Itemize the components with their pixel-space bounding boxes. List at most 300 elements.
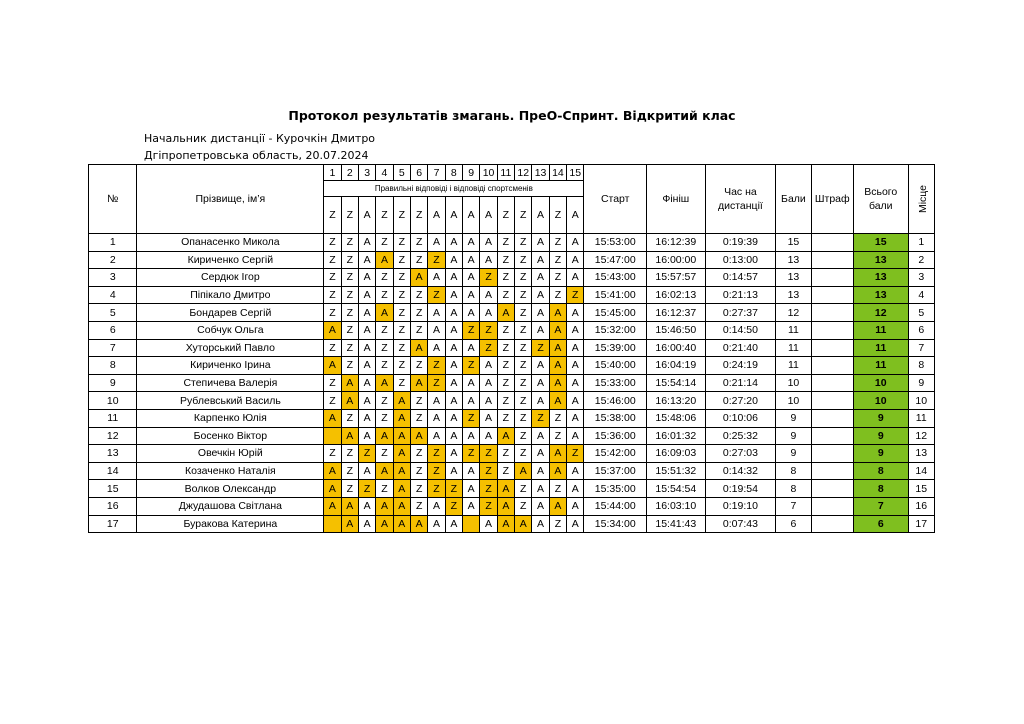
answer-cell: Z bbox=[376, 409, 393, 427]
answer-cell: A bbox=[445, 339, 462, 357]
answer-cell: A bbox=[567, 304, 584, 322]
place: 12 bbox=[908, 427, 935, 445]
answer-cell: A bbox=[532, 321, 549, 339]
points: 13 bbox=[776, 251, 811, 269]
total-header-line1: Всього bbox=[864, 186, 898, 198]
answer-cell: A bbox=[445, 234, 462, 252]
answer-cell: Z bbox=[341, 304, 358, 322]
answer-cell: Z bbox=[410, 286, 427, 304]
participant-name: Козаченко Наталія bbox=[137, 462, 324, 480]
points: 7 bbox=[776, 497, 811, 515]
answer-cell: A bbox=[480, 304, 497, 322]
answer-cell: A bbox=[445, 269, 462, 287]
answer-cell: A bbox=[358, 497, 375, 515]
start-time: 15:46:00 bbox=[584, 392, 647, 410]
participant-name: Рублевський Василь bbox=[137, 392, 324, 410]
answer-cell: A bbox=[428, 497, 445, 515]
answer-cell: A bbox=[480, 515, 497, 533]
answer-cell: A bbox=[463, 304, 480, 322]
place: 5 bbox=[908, 304, 935, 322]
place: 15 bbox=[908, 480, 935, 498]
answer-cell: Z bbox=[410, 462, 427, 480]
answer-cell: Z bbox=[549, 480, 566, 498]
answer-cell: Z bbox=[393, 357, 410, 375]
answer-cell: A bbox=[445, 357, 462, 375]
place: 1 bbox=[908, 234, 935, 252]
answer-cell: Z bbox=[549, 234, 566, 252]
answer-cell: A bbox=[445, 321, 462, 339]
answer-cell-wrong: A bbox=[393, 515, 410, 533]
correct-answer: A bbox=[480, 197, 497, 234]
answer-cell: A bbox=[532, 462, 549, 480]
finish-time: 15:41:43 bbox=[647, 515, 706, 533]
cp-number: 4 bbox=[376, 165, 393, 181]
penalty bbox=[811, 409, 853, 427]
answer-cell: A bbox=[532, 480, 549, 498]
answer-cell: Z bbox=[410, 234, 427, 252]
answer-cell: A bbox=[532, 304, 549, 322]
answer-cell-wrong: Z bbox=[445, 480, 462, 498]
correct-answer: A bbox=[358, 197, 375, 234]
answer-cell: A bbox=[463, 339, 480, 357]
penalty bbox=[811, 251, 853, 269]
answer-cell-wrong: Z bbox=[428, 357, 445, 375]
answer-cell-wrong: A bbox=[410, 427, 427, 445]
answer-cell: A bbox=[567, 251, 584, 269]
total-points: 11 bbox=[853, 339, 908, 357]
answer-cell-wrong: A bbox=[549, 374, 566, 392]
answer-cell: A bbox=[358, 321, 375, 339]
answer-cell: Z bbox=[341, 462, 358, 480]
answer-cell: A bbox=[480, 409, 497, 427]
answer-cell: A bbox=[463, 286, 480, 304]
answer-cell: Z bbox=[410, 321, 427, 339]
course-time: 0:14:32 bbox=[705, 462, 776, 480]
answer-cell: A bbox=[480, 374, 497, 392]
table-row bbox=[89, 269, 935, 287]
start-time: 15:41:00 bbox=[584, 286, 647, 304]
course-time: 0:27:37 bbox=[705, 304, 776, 322]
participant-name: Джудашова Світлана bbox=[137, 497, 324, 515]
answer-cell: Z bbox=[515, 269, 532, 287]
answer-cell-wrong: A bbox=[549, 445, 566, 463]
table-row bbox=[89, 374, 935, 392]
answer-cell: Z bbox=[324, 374, 341, 392]
answer-cell-wrong: Z bbox=[358, 480, 375, 498]
answer-cell-wrong: A bbox=[549, 357, 566, 375]
answer-cell: Z bbox=[341, 339, 358, 357]
answer-cell: A bbox=[463, 462, 480, 480]
answer-cell-wrong: Z bbox=[463, 409, 480, 427]
answer-cell: Z bbox=[549, 286, 566, 304]
place-and-date: Дгіпропетровська область, 20.07.2024 bbox=[144, 149, 369, 162]
answer-cell: Z bbox=[515, 427, 532, 445]
answer-cell: A bbox=[532, 497, 549, 515]
row-number: 5 bbox=[89, 304, 137, 322]
answer-cell: Z bbox=[376, 357, 393, 375]
row-number: 11 bbox=[89, 409, 137, 427]
answer-cell: A bbox=[428, 269, 445, 287]
cp-number: 9 bbox=[463, 165, 480, 181]
correct-answer: A bbox=[463, 197, 480, 234]
answer-cell: A bbox=[445, 251, 462, 269]
answer-cell: Z bbox=[497, 321, 514, 339]
answer-cell: Z bbox=[393, 286, 410, 304]
answer-cell: A bbox=[567, 374, 584, 392]
answer-cell-wrong: A bbox=[497, 427, 514, 445]
answer-cell: A bbox=[358, 515, 375, 533]
answer-cell: A bbox=[358, 462, 375, 480]
penalty bbox=[811, 427, 853, 445]
total-header-line2: бали bbox=[868, 200, 893, 212]
cp-number: 14 bbox=[549, 165, 566, 181]
finish-time: 15:51:32 bbox=[647, 462, 706, 480]
table-row bbox=[89, 409, 935, 427]
points: 10 bbox=[776, 392, 811, 410]
answer-cell: Z bbox=[324, 339, 341, 357]
answer-cell-wrong: Z bbox=[358, 445, 375, 463]
total-points: 8 bbox=[853, 480, 908, 498]
start-time: 15:39:00 bbox=[584, 339, 647, 357]
answer-cell: A bbox=[480, 251, 497, 269]
answer-cell: Z bbox=[410, 251, 427, 269]
penalty bbox=[811, 462, 853, 480]
answer-cell: Z bbox=[515, 286, 532, 304]
answer-cell: A bbox=[428, 234, 445, 252]
finish-time: 16:01:32 bbox=[647, 427, 706, 445]
points: 8 bbox=[776, 480, 811, 498]
answer-cell: Z bbox=[515, 445, 532, 463]
points: 6 bbox=[776, 515, 811, 533]
answer-cell: Z bbox=[515, 357, 532, 375]
answer-cell: A bbox=[532, 374, 549, 392]
place: 3 bbox=[908, 269, 935, 287]
answer-cell-wrong: A bbox=[393, 427, 410, 445]
points: 10 bbox=[776, 374, 811, 392]
place: 2 bbox=[908, 251, 935, 269]
answer-cell-wrong: Z bbox=[480, 497, 497, 515]
total-points: 9 bbox=[853, 409, 908, 427]
points: 8 bbox=[776, 462, 811, 480]
answer-cell: Z bbox=[515, 321, 532, 339]
col-header-finish: Фініш bbox=[647, 165, 706, 234]
table-row bbox=[89, 304, 935, 322]
answer-cell-wrong: Z bbox=[532, 339, 549, 357]
answer-cell: Z bbox=[393, 234, 410, 252]
total-points: 13 bbox=[853, 251, 908, 269]
penalty bbox=[811, 304, 853, 322]
place: 10 bbox=[908, 392, 935, 410]
col-header-start: Старт bbox=[584, 165, 647, 234]
answer-cell: A bbox=[567, 339, 584, 357]
answer-cell-wrong bbox=[463, 515, 480, 533]
participant-name: Піпікало Дмитро bbox=[137, 286, 324, 304]
participant-name: Степичева Валерія bbox=[137, 374, 324, 392]
start-time: 15:35:00 bbox=[584, 480, 647, 498]
participant-name: Овечкін Юрій bbox=[137, 445, 324, 463]
answer-cell: A bbox=[567, 515, 584, 533]
cp-number: 2 bbox=[341, 165, 358, 181]
answer-cell: A bbox=[445, 462, 462, 480]
answers-caption: Правильні відповіді і відповіді спортсменів bbox=[324, 181, 584, 197]
answer-cell-wrong: A bbox=[393, 480, 410, 498]
cp-number: 6 bbox=[410, 165, 427, 181]
points: 11 bbox=[776, 357, 811, 375]
answer-cell: A bbox=[428, 409, 445, 427]
course-time: 0:25:32 bbox=[705, 427, 776, 445]
answer-cell: A bbox=[463, 234, 480, 252]
finish-time: 16:00:40 bbox=[647, 339, 706, 357]
answer-cell: Z bbox=[410, 445, 427, 463]
answer-cell: Z bbox=[376, 286, 393, 304]
table-row bbox=[89, 339, 935, 357]
answer-cell: Z bbox=[393, 339, 410, 357]
answer-cell: A bbox=[480, 234, 497, 252]
answer-cell: Z bbox=[341, 286, 358, 304]
correct-answer: A bbox=[428, 197, 445, 234]
place: 4 bbox=[908, 286, 935, 304]
col-header-name: Прізвище, ім’я bbox=[137, 165, 324, 234]
answer-cell: Z bbox=[497, 462, 514, 480]
total-points: 9 bbox=[853, 445, 908, 463]
cp-number: 3 bbox=[358, 165, 375, 181]
answer-cell: A bbox=[463, 269, 480, 287]
col-header-time bbox=[705, 165, 776, 234]
points: 15 bbox=[776, 234, 811, 252]
answer-cell: A bbox=[358, 286, 375, 304]
answer-cell: Z bbox=[393, 269, 410, 287]
penalty bbox=[811, 497, 853, 515]
answer-cell-wrong: A bbox=[341, 374, 358, 392]
place: 7 bbox=[908, 339, 935, 357]
participant-name: Кириченко Сергій bbox=[137, 251, 324, 269]
answer-cell: A bbox=[463, 392, 480, 410]
row-number: 14 bbox=[89, 462, 137, 480]
answer-cell-wrong: A bbox=[324, 357, 341, 375]
answer-cell-wrong: Z bbox=[480, 445, 497, 463]
total-points: 15 bbox=[853, 234, 908, 252]
points: 12 bbox=[776, 304, 811, 322]
answer-cell: A bbox=[480, 286, 497, 304]
answer-cell: Z bbox=[376, 445, 393, 463]
answer-cell: A bbox=[532, 445, 549, 463]
answer-cell-wrong: A bbox=[376, 462, 393, 480]
answer-cell: A bbox=[532, 427, 549, 445]
start-time: 15:40:00 bbox=[584, 357, 647, 375]
finish-time: 16:02:13 bbox=[647, 286, 706, 304]
total-points: 10 bbox=[853, 374, 908, 392]
answer-cell: A bbox=[445, 304, 462, 322]
answer-cell-wrong: A bbox=[549, 321, 566, 339]
answer-cell: Z bbox=[497, 234, 514, 252]
answer-cell: Z bbox=[515, 374, 532, 392]
start-time: 15:34:00 bbox=[584, 515, 647, 533]
correct-answer: A bbox=[445, 197, 462, 234]
row-number: 15 bbox=[89, 480, 137, 498]
answer-cell: Z bbox=[515, 392, 532, 410]
col-header-number: № bbox=[89, 165, 137, 234]
penalty bbox=[811, 445, 853, 463]
start-time: 15:43:00 bbox=[584, 269, 647, 287]
answer-cell-wrong: A bbox=[549, 339, 566, 357]
answer-cell-wrong: Z bbox=[445, 497, 462, 515]
penalty bbox=[811, 339, 853, 357]
answer-cell-wrong: A bbox=[497, 304, 514, 322]
answer-cell: Z bbox=[410, 497, 427, 515]
answer-cell: A bbox=[428, 339, 445, 357]
answer-cell: Z bbox=[497, 269, 514, 287]
table-row bbox=[89, 497, 935, 515]
answer-cell: Z bbox=[515, 480, 532, 498]
course-time: 0:13:00 bbox=[705, 251, 776, 269]
correct-answer: Z bbox=[376, 197, 393, 234]
answer-cell-wrong: Z bbox=[532, 409, 549, 427]
answer-cell: A bbox=[463, 497, 480, 515]
start-time: 15:33:00 bbox=[584, 374, 647, 392]
total-points: 7 bbox=[853, 497, 908, 515]
place: 8 bbox=[908, 357, 935, 375]
finish-time: 15:54:54 bbox=[647, 480, 706, 498]
answer-cell-wrong: Z bbox=[480, 480, 497, 498]
answer-cell: Z bbox=[341, 357, 358, 375]
answer-cell: Z bbox=[549, 409, 566, 427]
answer-cell-wrong: Z bbox=[480, 269, 497, 287]
participant-name: Волков Олександр bbox=[137, 480, 324, 498]
answer-cell: Z bbox=[497, 286, 514, 304]
answer-cell: A bbox=[532, 286, 549, 304]
answer-cell-wrong: A bbox=[549, 497, 566, 515]
answer-cell: A bbox=[567, 234, 584, 252]
cp-number: 10 bbox=[480, 165, 497, 181]
participant-name: Босенко Віктор bbox=[137, 427, 324, 445]
total-points: 13 bbox=[853, 269, 908, 287]
answer-cell: A bbox=[567, 409, 584, 427]
cp-number: 12 bbox=[515, 165, 532, 181]
answer-cell: Z bbox=[341, 251, 358, 269]
answer-cell: Z bbox=[341, 321, 358, 339]
answer-cell: Z bbox=[410, 304, 427, 322]
answer-cell-wrong: A bbox=[410, 339, 427, 357]
answer-cell: Z bbox=[497, 251, 514, 269]
answer-cell-wrong: Z bbox=[428, 374, 445, 392]
answer-cell: Z bbox=[497, 392, 514, 410]
answer-cell: A bbox=[428, 515, 445, 533]
answer-cell: Z bbox=[393, 374, 410, 392]
row-number: 6 bbox=[89, 321, 137, 339]
answer-cell-wrong: Z bbox=[480, 339, 497, 357]
answer-cell-wrong: Z bbox=[567, 445, 584, 463]
answer-cell: Z bbox=[341, 445, 358, 463]
answer-cell-wrong: Z bbox=[480, 321, 497, 339]
answer-cell: A bbox=[532, 357, 549, 375]
place: 9 bbox=[908, 374, 935, 392]
answer-cell: A bbox=[358, 234, 375, 252]
answer-cell-wrong: A bbox=[410, 374, 427, 392]
answer-cell: Z bbox=[341, 409, 358, 427]
start-time: 15:42:00 bbox=[584, 445, 647, 463]
answer-cell: A bbox=[445, 374, 462, 392]
answer-cell-wrong: A bbox=[341, 427, 358, 445]
cp-number: 1 bbox=[324, 165, 341, 181]
penalty bbox=[811, 286, 853, 304]
answer-cell: Z bbox=[341, 234, 358, 252]
course-time: 0:14:57 bbox=[705, 269, 776, 287]
finish-time: 16:04:19 bbox=[647, 357, 706, 375]
correct-answer: A bbox=[532, 197, 549, 234]
answer-cell-wrong: Z bbox=[428, 445, 445, 463]
penalty bbox=[811, 392, 853, 410]
cp-number: 11 bbox=[497, 165, 514, 181]
answer-cell: A bbox=[358, 392, 375, 410]
col-header-penalty: Штраф bbox=[811, 165, 853, 234]
course-time: 0:14:50 bbox=[705, 321, 776, 339]
answer-cell: Z bbox=[324, 445, 341, 463]
answer-cell-wrong bbox=[324, 427, 341, 445]
finish-time: 16:12:37 bbox=[647, 304, 706, 322]
participant-name: Бондарев Сергій bbox=[137, 304, 324, 322]
participant-name: Опанасенко Микола bbox=[137, 234, 324, 252]
answer-cell-wrong: Z bbox=[480, 462, 497, 480]
answer-cell: Z bbox=[515, 409, 532, 427]
place: 16 bbox=[908, 497, 935, 515]
answer-cell-wrong: A bbox=[393, 409, 410, 427]
answer-cell: A bbox=[567, 427, 584, 445]
answer-cell: A bbox=[532, 515, 549, 533]
answer-cell: A bbox=[567, 497, 584, 515]
row-number: 17 bbox=[89, 515, 137, 533]
table-row bbox=[89, 286, 935, 304]
total-points: 6 bbox=[853, 515, 908, 533]
answer-cell: Z bbox=[393, 304, 410, 322]
answer-cell: Z bbox=[393, 251, 410, 269]
answer-cell: Z bbox=[410, 480, 427, 498]
start-time: 15:36:00 bbox=[584, 427, 647, 445]
answer-cell: Z bbox=[549, 427, 566, 445]
finish-time: 16:03:10 bbox=[647, 497, 706, 515]
answer-cell-wrong: A bbox=[376, 304, 393, 322]
cp-number: 15 bbox=[567, 165, 584, 181]
participant-name: Кириченко Ірина bbox=[137, 357, 324, 375]
answer-cell-wrong: A bbox=[515, 515, 532, 533]
correct-answer: Z bbox=[410, 197, 427, 234]
answer-cell-wrong: A bbox=[393, 392, 410, 410]
answer-cell: Z bbox=[324, 251, 341, 269]
header-row-cp-numbers bbox=[89, 165, 935, 181]
finish-time: 16:00:00 bbox=[647, 251, 706, 269]
answer-cell: Z bbox=[324, 269, 341, 287]
answer-cell: A bbox=[463, 427, 480, 445]
penalty bbox=[811, 357, 853, 375]
points: 9 bbox=[776, 427, 811, 445]
answer-cell-wrong: Z bbox=[428, 286, 445, 304]
answer-cell-wrong: A bbox=[393, 462, 410, 480]
points: 9 bbox=[776, 445, 811, 463]
penalty bbox=[811, 374, 853, 392]
answer-cell-wrong: A bbox=[324, 321, 341, 339]
place: 17 bbox=[908, 515, 935, 533]
answer-cell: Z bbox=[376, 480, 393, 498]
correct-answer: Z bbox=[341, 197, 358, 234]
answer-cell-wrong: A bbox=[341, 515, 358, 533]
answer-cell: Z bbox=[376, 392, 393, 410]
table-row bbox=[89, 251, 935, 269]
finish-time: 16:12:39 bbox=[647, 234, 706, 252]
total-points: 11 bbox=[853, 321, 908, 339]
answer-cell: Z bbox=[410, 409, 427, 427]
penalty bbox=[811, 480, 853, 498]
table-row bbox=[89, 445, 935, 463]
answer-cell-wrong: A bbox=[324, 409, 341, 427]
